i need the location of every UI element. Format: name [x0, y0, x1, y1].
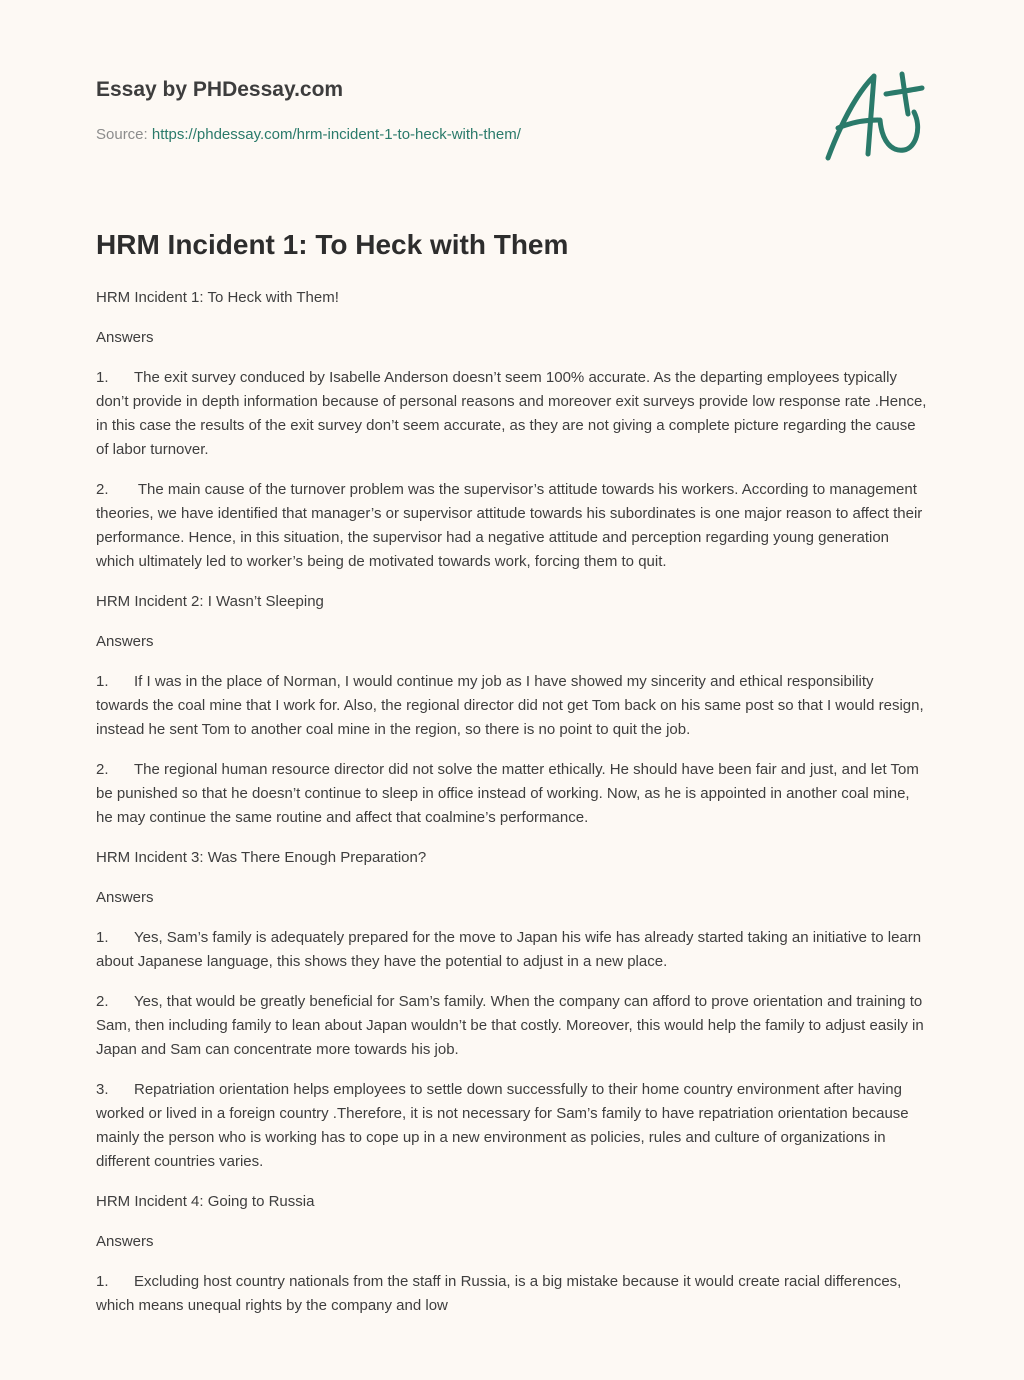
- paragraph-text: HRM Incident 2: I Wasn’t Sleeping: [96, 593, 324, 610]
- list-number: 1.: [96, 929, 109, 946]
- paragraph-text: Answers: [96, 889, 154, 906]
- page-title: HRM Incident 1: To Heck with Them: [96, 229, 569, 260]
- list-number: 2.: [96, 993, 109, 1010]
- paragraph-text: Yes, that would be greatly beneficial for Sam’s family. When the company can afford to prove orientation and training to Sam, then including family to lean about Japan wouldn’t be that costly. Moreover, this would help the family to adjust easily in Japan and Sam can concentrate more towards his job.: [96, 993, 924, 1058]
- paragraph-text: The exit survey conduced by Isabelle Anderson doesn’t seem 100% accurate. As the departing employees typically don’t provide in depth information because of personal reasons and moreover exit surveys provide low response rate .Hence, in this case the results of the exit survey don’t seem accurate, as they are not giving a complete picture regarding the cause of labor turnover.: [96, 369, 927, 458]
- section-heading: [96, 1230, 930, 1254]
- source-link[interactable]: https://phdessay.com/hrm-incident-1-to-heck-with-them/: [151, 126, 521, 143]
- list-number: 1.: [96, 673, 109, 690]
- answer-paragraph: [96, 670, 930, 742]
- paragraph-text: If I was in the place of Norman, I would continue my job as I have showed my sincerity and ethical responsibility towards the coal mine that I work for. Also, the regional director did not get Tom back on his same post so that I would resign, instead he sent Tom to another coal mine in the region, so there is no point to quit the job.: [96, 673, 924, 738]
- a-plus-logo-icon: [818, 66, 928, 166]
- paragraph-text: Answers: [96, 633, 154, 650]
- section-heading: [96, 630, 930, 654]
- section-heading: [96, 886, 930, 910]
- paragraph-text: The regional human resource director did not solve the matter ethically. He should have been fair and just, and let Tom be punished so that he doesn’t continue to sleep in office instead of working. Now, as he is appointed in another coal mine, he may continue the same routine and affect that coalmine’s performance.: [96, 761, 919, 826]
- paragraph-text: Repatriation orientation helps employees to settle down successfully to their home country environment after having worked or lived in a foreign country .Therefore, it is not necessary for Sam’s family to have repatriation orientation because mainly the person who is working has to cope up in a new environment as policies, rules and culture of organizations in different countries varies.: [96, 1081, 909, 1170]
- essay-body: [96, 286, 930, 1318]
- section-heading: [96, 590, 930, 614]
- paragraph-text: HRM Incident 3: Was There Enough Preparation?: [96, 849, 427, 866]
- paragraph-text: Excluding host country nationals from the staff in Russia, is a big mistake because it would create racial differences, which means unequal rights by the company and low: [96, 1273, 902, 1314]
- source-line: [96, 125, 936, 145]
- paragraph-text: The main cause of the turnover problem was the supervisor’s attitude towards his workers. According to management theories, we have identified that manager’s or supervisor attitude towards his subordinates is one major reason to affect their performance. Hence, in this situation, the supervisor had a negative attitude and perception regarding young generation which ultimately led to worker’s being de motivated towards work, forcing them to quit.: [96, 481, 923, 570]
- list-number: 1.: [96, 1273, 109, 1290]
- essay-header: [96, 76, 936, 145]
- essay-content: [96, 226, 930, 1334]
- list-number: 2.: [96, 481, 109, 498]
- paragraph-text: Answers: [96, 329, 154, 346]
- answer-paragraph: [96, 758, 930, 830]
- site-brand: Essay by PHDessay.com: [96, 78, 344, 101]
- paragraph-text: Yes, Sam’s family is adequately prepared for the move to Japan his wife has already started taking an initiative to learn about Japanese language, this shows they have the potential to adjust in a new place.: [96, 929, 922, 970]
- list-number: 3.: [96, 1081, 109, 1098]
- section-heading: [96, 326, 930, 350]
- answer-paragraph: [96, 926, 930, 974]
- answer-paragraph: [96, 1078, 930, 1174]
- answer-paragraph: [96, 1270, 930, 1318]
- paragraph-text: HRM Incident 4: Going to Russia: [96, 1193, 315, 1210]
- section-heading: [96, 1190, 930, 1214]
- section-heading: [96, 286, 930, 310]
- list-number: 2.: [96, 761, 109, 778]
- answer-paragraph: [96, 366, 930, 462]
- answer-paragraph: [96, 478, 930, 574]
- list-number: 1.: [96, 369, 109, 386]
- section-heading: [96, 846, 930, 870]
- paragraph-text: HRM Incident 1: To Heck with Them!: [96, 289, 339, 306]
- paragraph-text: Answers: [96, 1233, 154, 1250]
- answer-paragraph: [96, 990, 930, 1062]
- source-label: Source:: [96, 126, 152, 143]
